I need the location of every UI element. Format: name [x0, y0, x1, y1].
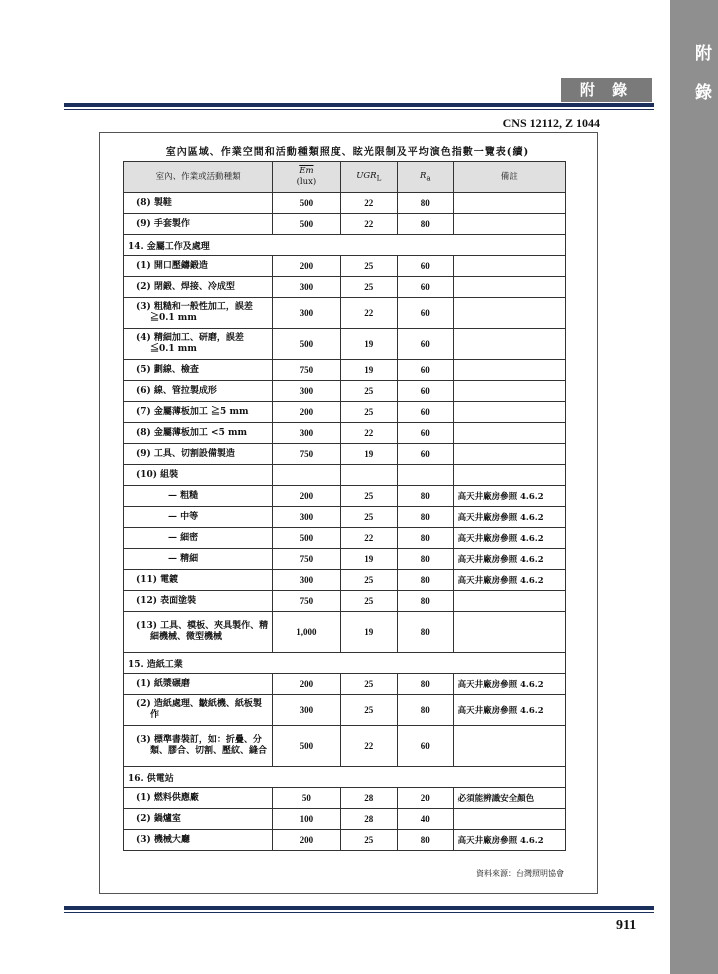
note-cell — [453, 591, 565, 612]
activity-label: (9) 工具、切割設備製造 — [136, 448, 235, 459]
activity-label: — 粗糙 — [168, 490, 199, 501]
ugr-cell: 22 — [340, 193, 397, 214]
ra-cell — [397, 465, 453, 486]
appendix-badge: 附 錄 — [561, 78, 652, 102]
activity-label: (3) 標準書裝訂，如：折疊、分類、膠合、切割、壓紋、縫合 — [136, 735, 268, 756]
note-cell — [453, 193, 565, 214]
activity-cell — [124, 809, 273, 830]
header-note: 備註 — [453, 162, 565, 193]
activity-label: (3) 機械大廳 — [136, 834, 190, 845]
note-cell — [453, 298, 565, 329]
ra-cell: 80 — [397, 591, 453, 612]
activity-label: (7) 金屬薄板加工 ≧5 mm — [136, 406, 249, 417]
note-cell — [453, 256, 565, 277]
activity-cell — [124, 256, 273, 277]
ugr-cell: 19 — [340, 360, 397, 381]
ra-cell: 40 — [397, 809, 453, 830]
table-row — [124, 277, 566, 298]
table-row — [124, 612, 566, 653]
em-cell: 200 — [273, 402, 340, 423]
em-cell: 200 — [273, 256, 340, 277]
activity-label: (2) 造紙處理、皺紙機、紙板製作 — [136, 699, 262, 720]
note-cell — [453, 809, 565, 830]
ugr-cell: 25 — [340, 486, 397, 507]
em-cell: 1,000 — [273, 612, 340, 653]
ugr-cell: 25 — [340, 256, 397, 277]
ugr-cell: 28 — [340, 788, 397, 809]
em-cell: 300 — [273, 277, 340, 298]
activity-label: — 精細 — [168, 553, 199, 564]
ra-cell: 80 — [397, 193, 453, 214]
note-cell: 高天井廠房參照 4.6.2 — [453, 549, 565, 570]
note-cell — [453, 423, 565, 444]
em-cell: 50 — [273, 788, 340, 809]
ugr-cell: 25 — [340, 830, 397, 851]
ra-cell: 80 — [397, 486, 453, 507]
table-row — [124, 465, 566, 486]
table-row — [124, 809, 566, 830]
em-cell: 300 — [273, 507, 340, 528]
activity-cell — [124, 830, 273, 851]
em-cell: 500 — [273, 726, 340, 767]
em-cell: 500 — [273, 329, 340, 360]
table-row — [124, 591, 566, 612]
activity-cell — [124, 549, 273, 570]
table-row — [124, 360, 566, 381]
note-cell — [453, 360, 565, 381]
section-row — [124, 767, 566, 788]
table-row — [124, 726, 566, 767]
activity-cell — [124, 486, 273, 507]
ra-cell: 80 — [397, 830, 453, 851]
activity-label: (11) 電鍍 — [136, 574, 179, 585]
table-row — [124, 381, 566, 402]
em-cell: 100 — [273, 809, 340, 830]
activity-label: — 中等 — [168, 511, 199, 522]
table-row — [124, 444, 566, 465]
ra-cell: 60 — [397, 444, 453, 465]
activity-label: (8) 製鞋 — [136, 197, 172, 208]
ra-cell: 80 — [397, 507, 453, 528]
footer-rule-thin — [64, 912, 654, 913]
activity-cell — [124, 381, 273, 402]
ugr-cell: 25 — [340, 695, 397, 726]
section-title: 14. 金屬工作及處理 — [124, 235, 566, 256]
ra-cell: 80 — [397, 549, 453, 570]
em-cell — [273, 465, 340, 486]
table-row — [124, 528, 566, 549]
em-cell: 200 — [273, 674, 340, 695]
ra-cell: 60 — [397, 298, 453, 329]
table-row — [124, 549, 566, 570]
table-row — [124, 788, 566, 809]
ugr-cell: 25 — [340, 381, 397, 402]
note-cell — [453, 726, 565, 767]
side-tab — [670, 0, 718, 974]
activity-cell — [124, 402, 273, 423]
note-cell — [453, 329, 565, 360]
activity-cell — [124, 674, 273, 695]
table-row — [124, 674, 566, 695]
ugr-cell: 22 — [340, 528, 397, 549]
note-cell: 高天井廠房參照 4.6.2 — [453, 695, 565, 726]
activity-label: — 細密 — [168, 532, 199, 543]
table-row — [124, 256, 566, 277]
activity-label: (2) 閉鍛、焊接、冷成型 — [136, 281, 235, 292]
activity-label: (10) 組裝 — [136, 469, 179, 480]
note-cell: 高天井廠房參照 4.6.2 — [453, 486, 565, 507]
ra-cell: 60 — [397, 381, 453, 402]
activity-cell — [124, 612, 273, 653]
header-ugr — [340, 162, 397, 193]
activity-label: (1) 開口壓鑄鍛造 — [136, 260, 208, 271]
section-row — [124, 653, 566, 674]
ra-cell: 80 — [397, 214, 453, 235]
activity-cell — [124, 214, 273, 235]
ugr-cell: 25 — [340, 591, 397, 612]
header-ra — [397, 162, 453, 193]
ra-cell: 60 — [397, 402, 453, 423]
activity-cell — [124, 360, 273, 381]
ugr-cell: 22 — [340, 726, 397, 767]
ra-cell: 80 — [397, 570, 453, 591]
ugr-cell: 25 — [340, 507, 397, 528]
activity-label: (4) 精細加工、研磨，誤差≦0.1 mm — [136, 333, 244, 354]
ra-cell: 80 — [397, 528, 453, 549]
activity-label: (5) 劃線、檢查 — [136, 364, 199, 375]
em-cell: 750 — [273, 591, 340, 612]
note-cell: 高天井廠房參照 4.6.2 — [453, 507, 565, 528]
activity-cell — [124, 570, 273, 591]
ugr-cell — [340, 465, 397, 486]
ugr-cell: 22 — [340, 423, 397, 444]
note-cell — [453, 402, 565, 423]
activity-label: (3) 粗糙和一般性加工，誤差≧0.1 mm — [136, 302, 253, 323]
ugr-cell: 25 — [340, 277, 397, 298]
header-ugr-sub: L — [376, 173, 382, 183]
ra-cell: 60 — [397, 256, 453, 277]
table-row — [124, 214, 566, 235]
section-title: 16. 供電站 — [124, 767, 566, 788]
table-row — [124, 402, 566, 423]
page-number: 911 — [616, 918, 637, 933]
note-cell: 高天井廠房參照 4.6.2 — [453, 674, 565, 695]
activity-cell — [124, 277, 273, 298]
header-ra-symbol: R — [419, 170, 427, 181]
note-cell — [453, 214, 565, 235]
activity-cell — [124, 695, 273, 726]
side-tab-label: 附錄 — [691, 44, 711, 122]
activity-label: (1) 紙漿碾磨 — [136, 678, 190, 689]
header-em-unit: (lux) — [296, 177, 317, 187]
em-cell: 300 — [273, 381, 340, 402]
header-em — [273, 162, 340, 193]
ra-cell: 60 — [397, 726, 453, 767]
em-cell: 200 — [273, 486, 340, 507]
em-cell: 300 — [273, 298, 340, 329]
note-cell — [453, 465, 565, 486]
activity-cell — [124, 329, 273, 360]
ugr-cell: 28 — [340, 809, 397, 830]
note-cell: 高天井廠房參照 4.6.2 — [453, 570, 565, 591]
footer-rule — [64, 906, 654, 910]
note-cell — [453, 277, 565, 298]
table-row — [124, 507, 566, 528]
header-ra-sub: a — [426, 173, 431, 183]
ugr-cell: 25 — [340, 402, 397, 423]
ugr-cell: 22 — [340, 298, 397, 329]
ugr-cell: 19 — [340, 329, 397, 360]
activity-cell — [124, 528, 273, 549]
activity-label: (13) 工具、模板、夾具製作、精細機械、微型機械 — [136, 621, 269, 642]
note-cell — [453, 444, 565, 465]
ra-cell: 60 — [397, 329, 453, 360]
table-row — [124, 695, 566, 726]
ra-cell: 20 — [397, 788, 453, 809]
activity-label: (2) 鍋爐室 — [136, 813, 181, 824]
activity-cell — [124, 507, 273, 528]
ugr-cell: 22 — [340, 214, 397, 235]
ra-cell: 60 — [397, 277, 453, 298]
activity-label: (9) 手套製作 — [136, 218, 190, 229]
activity-cell — [124, 726, 273, 767]
ugr-cell: 25 — [340, 674, 397, 695]
activity-label: (12) 表面塗裝 — [136, 595, 197, 606]
ugr-cell: 19 — [340, 612, 397, 653]
activity-cell — [124, 444, 273, 465]
activity-cell — [124, 298, 273, 329]
ra-cell: 80 — [397, 674, 453, 695]
section-row — [124, 235, 566, 256]
activity-cell — [124, 423, 273, 444]
header-ugr-symbol: UGR — [356, 170, 377, 181]
activity-cell — [124, 788, 273, 809]
standard-number: CNS 12112, Z 1044 — [502, 116, 600, 130]
table-row — [124, 486, 566, 507]
activity-cell — [124, 591, 273, 612]
section-title: 15. 造紙工業 — [124, 653, 566, 674]
header-rule-thin — [64, 109, 654, 110]
table-body — [124, 193, 566, 851]
ugr-cell: 19 — [340, 549, 397, 570]
activity-label: (1) 燃料供應廠 — [136, 792, 199, 803]
em-cell: 750 — [273, 360, 340, 381]
table-row — [124, 423, 566, 444]
em-cell: 300 — [273, 423, 340, 444]
table-row — [124, 570, 566, 591]
ra-cell: 60 — [397, 423, 453, 444]
ugr-cell: 25 — [340, 570, 397, 591]
table-row — [124, 830, 566, 851]
table-row — [124, 298, 566, 329]
ugr-cell: 19 — [340, 444, 397, 465]
header-activity: 室內、作業或活動種類 — [124, 162, 273, 193]
em-cell: 500 — [273, 528, 340, 549]
table-header-row — [124, 162, 566, 193]
source-note: 資料來源：台灣照明協會 — [476, 869, 564, 878]
note-cell — [453, 381, 565, 402]
activity-cell — [124, 193, 273, 214]
table-title: 室內區域、作業空間和活動種類照度、眩光限制及平均演色指數一覽表(續) — [165, 147, 530, 158]
note-cell: 必須能辨識安全顏色 — [453, 788, 565, 809]
note-cell: 高天井廠房參照 4.6.2 — [453, 528, 565, 549]
ra-cell: 80 — [397, 612, 453, 653]
activity-label: (8) 金屬薄板加工 <5 mm — [136, 427, 248, 438]
em-cell: 750 — [273, 444, 340, 465]
em-cell: 500 — [273, 214, 340, 235]
em-cell: 300 — [273, 695, 340, 726]
activity-cell — [124, 465, 273, 486]
note-cell — [453, 612, 565, 653]
header-em-symbol: $\overline{Em}$ — [299, 166, 314, 176]
em-cell: 200 — [273, 830, 340, 851]
illuminance-table — [123, 161, 566, 851]
em-cell: 500 — [273, 193, 340, 214]
ra-cell: 60 — [397, 360, 453, 381]
em-cell: 750 — [273, 549, 340, 570]
ra-cell: 80 — [397, 695, 453, 726]
em-cell: 300 — [273, 570, 340, 591]
table-row — [124, 329, 566, 360]
header-rule — [64, 103, 654, 107]
note-cell: 高天井廠房參照 4.6.2 — [453, 830, 565, 851]
activity-label: (6) 線、管拉製成形 — [136, 385, 217, 396]
table-row — [124, 193, 566, 214]
